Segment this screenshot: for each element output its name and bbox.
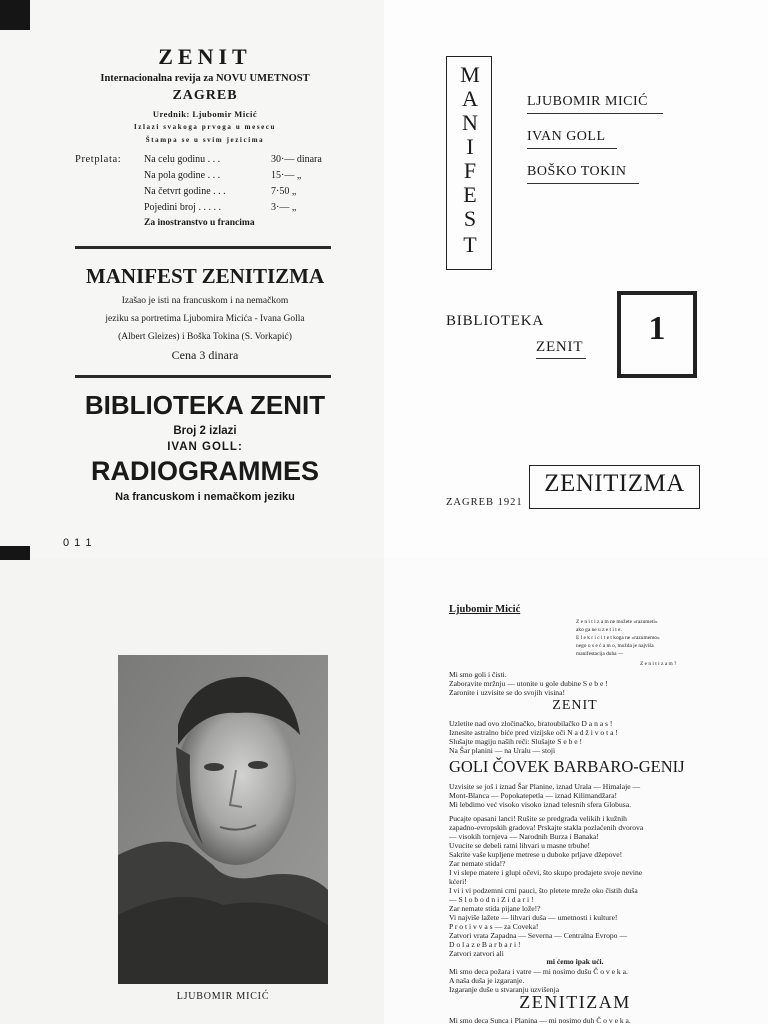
poem-line: Zar nemate stida pijane lože!? [449, 904, 541, 913]
journal-subtitle: Internacionalna revija za NOVU UMETNOST [100, 73, 310, 84]
poem-line: — visokih tornjeva — Narodnih Burza i Banaka! [449, 832, 599, 841]
price-label: Pojedini broj . . . . . [144, 202, 221, 213]
manifest-line: Izašao je isti na francuskom i na nemačkom [121, 296, 289, 306]
title-letter: A [462, 86, 478, 111]
manifest-line: (Albert Gleizes) i Boška Tokina (S. Vorkapić) [118, 332, 292, 342]
epigraph-line: manifestacija duha — [576, 651, 624, 657]
poem-line: Zar nemate stida!? [449, 859, 506, 868]
poem-line: Uzvisite se još i iznad Šar Planine, iznad Urala — Himalaje — [449, 782, 641, 791]
heading-zenitizam: ZENITIZAM [519, 992, 631, 1012]
journal-editor: Urednik: Ljubomir Micić [152, 109, 258, 119]
issue-number: 1 [648, 310, 666, 347]
underline [536, 358, 586, 359]
epigraph-line: Z e n i t i z a m ? [640, 661, 677, 667]
journal-languages: Štampa se u svim jezicima [145, 136, 265, 144]
poem-line: Na Šar planini — na Uralu — stoji [449, 746, 556, 755]
page-number: 0 1 1 [63, 537, 93, 549]
journal-city: ZAGREB [172, 88, 238, 103]
series-name-zenit: ZENIT [536, 339, 584, 355]
poem-line: Zatvori vrata Zapadna — Severna — Centralna Evropo — [449, 931, 627, 940]
title-letter: F [463, 158, 477, 183]
series-name: BIBLIOTEKA [446, 313, 544, 329]
cover-author: LJUBOMIR MICIĆ [527, 94, 648, 109]
poem-line: A naša duša je izgaranje. [449, 976, 525, 985]
title-letter: I [466, 134, 474, 159]
book-author: IVAN GOLL: [167, 441, 243, 453]
poem-line: Sakrite vaše kupljene metrese u duboke prljave džepove! [449, 850, 623, 859]
poem-line: Mi lebdimo već visoko visoko iznad telesnih sfera Globusa. [449, 800, 632, 809]
price-label: Na celu godinu . . . [144, 154, 221, 165]
poem-line: Mi smo deca Sunca i Planina — mi nosimo duh Č o v e k a. [449, 1016, 631, 1025]
poem-line: Slušajte magiju naših reči: Slušajte S e b e ! [449, 737, 583, 746]
manifest-line: jeziku sa portretima Ljubomira Micića - Ivana Golla [105, 314, 305, 324]
poem-line: — S l o b o d n i Z i d a r i ! [449, 895, 534, 904]
manifest-price: Cena 3 dinara [171, 348, 239, 362]
price-label: Na četvrt godine . . . [144, 186, 226, 197]
cover-author: BOŠKO TOKIN [527, 164, 627, 179]
divider [75, 246, 331, 249]
place-year: ZAGREB 1921 [446, 497, 523, 508]
poem-line: I vi slepe matere i glupi očevi, što skupo prodajete svoje nevine [449, 868, 643, 877]
poem-line: zapadno-evropskih gradova! Prskajte stakla pozlaćenih dvorova [449, 823, 644, 832]
cover-author: IVAN GOLL [527, 129, 606, 144]
price-amount: 3·— „ [271, 202, 297, 213]
epigraph-line: Z e n i t i z a m ne možete »razumeti« [576, 619, 658, 625]
biblioteka-heading: BIBLIOTEKA ZENIT [84, 390, 326, 420]
epigraph-line: nego o s e ć a m o, možda je najviša [576, 643, 654, 649]
title-letter: M [460, 62, 480, 87]
poem-line: Mi smo goli i čisti. [449, 670, 507, 679]
issue-note: Broj 2 izlazi [173, 425, 237, 437]
centered-line: mi ćemo ipak ući. [546, 957, 604, 966]
underline [527, 113, 663, 114]
poem-line: Mont-Blanca — Popokatepetla — iznad Kilimandžara! [449, 791, 618, 800]
portrait-photo [118, 655, 328, 984]
portrait-caption: LJUBOMIR MICIĆ [176, 991, 270, 1002]
poem-line: Iznesite astralno biće pred vizijske oči N a d ž i v o t a ! [449, 728, 618, 737]
title-letter: S [463, 206, 477, 231]
poem-line: Mi smo deca požara i vatre — mi nosimo dušu Č o v e k a. [449, 967, 628, 976]
poem-line: Zaboravite mržnju — utonite u gole dubine S e b e ! [449, 679, 608, 688]
scan-edge-shadow [0, 0, 30, 30]
heading-zenit: ZENIT [552, 698, 598, 713]
epigraph-line: E l e k r i c i t e t koga ne »razumemo« [576, 635, 660, 641]
poem-line: Zaronite i uzvisite se do svojih visina! [449, 688, 565, 697]
zenitizma-word: ZENITIZMA [544, 470, 685, 497]
manifest-heading: MANIFEST ZENITIZMA [85, 264, 325, 288]
price-amount: 30·— dinara [271, 154, 322, 165]
journal-frequency: Izlazi svakoga prvoga u mesecu [133, 123, 277, 131]
foreign-price-note: Za inostranstvo u francima [144, 218, 255, 228]
poem-line: Zatvori zatvori ali [449, 949, 504, 958]
subscription-label: Pretplata: [75, 154, 122, 165]
heading-goli-covek: GOLI ČOVEK BARBARO-GENIJ [449, 757, 685, 776]
poem-line: I vi i vi podzemni crni pauci, što pletete mreže oko čistih duša [449, 886, 638, 895]
poem-line: D o l a z e B a r b a r i ! [449, 940, 521, 949]
price-label: Na pola godine . . . [144, 170, 221, 181]
poem-line: Pucajte opasani lanci! Rušite se predgrađa velikih i kužnih [449, 814, 627, 823]
price-amount: 15·— „ [271, 170, 302, 181]
poem-author: Ljubomir Micić [449, 604, 521, 615]
underline [527, 183, 639, 184]
scan-edge-shadow [0, 546, 30, 560]
book-languages: Na francuskom i nemačkom jeziku [115, 491, 295, 503]
poem-line: Vi najviše lažete — lihvari duša — umetnosti i kulture! [449, 913, 618, 922]
underline [527, 148, 617, 149]
divider [75, 375, 331, 378]
journal-title: ZENIT [158, 44, 252, 69]
title-letter: E [463, 182, 477, 207]
title-letter: T [463, 232, 477, 257]
poem-line: Uvucite se debeli ratni lihvari u masne trbuhe! [449, 841, 591, 850]
book-title: RADIOGRAMMES [91, 456, 319, 486]
poem-line: Izgaranje duše u stvaranju uzvišenja [449, 985, 560, 994]
poem-line: P r o t i v v a s — za Coveka! [449, 922, 539, 931]
poem-line: kćeri! [449, 877, 467, 886]
price-amount: 7·50 „ [271, 186, 297, 197]
epigraph-line: ako ga ne u z e t i t e. [576, 627, 622, 633]
poem-line: Uzletite nad ovo zločinačko, bratoubilačko D a n a s ! [449, 719, 613, 728]
title-letter: N [462, 110, 478, 135]
